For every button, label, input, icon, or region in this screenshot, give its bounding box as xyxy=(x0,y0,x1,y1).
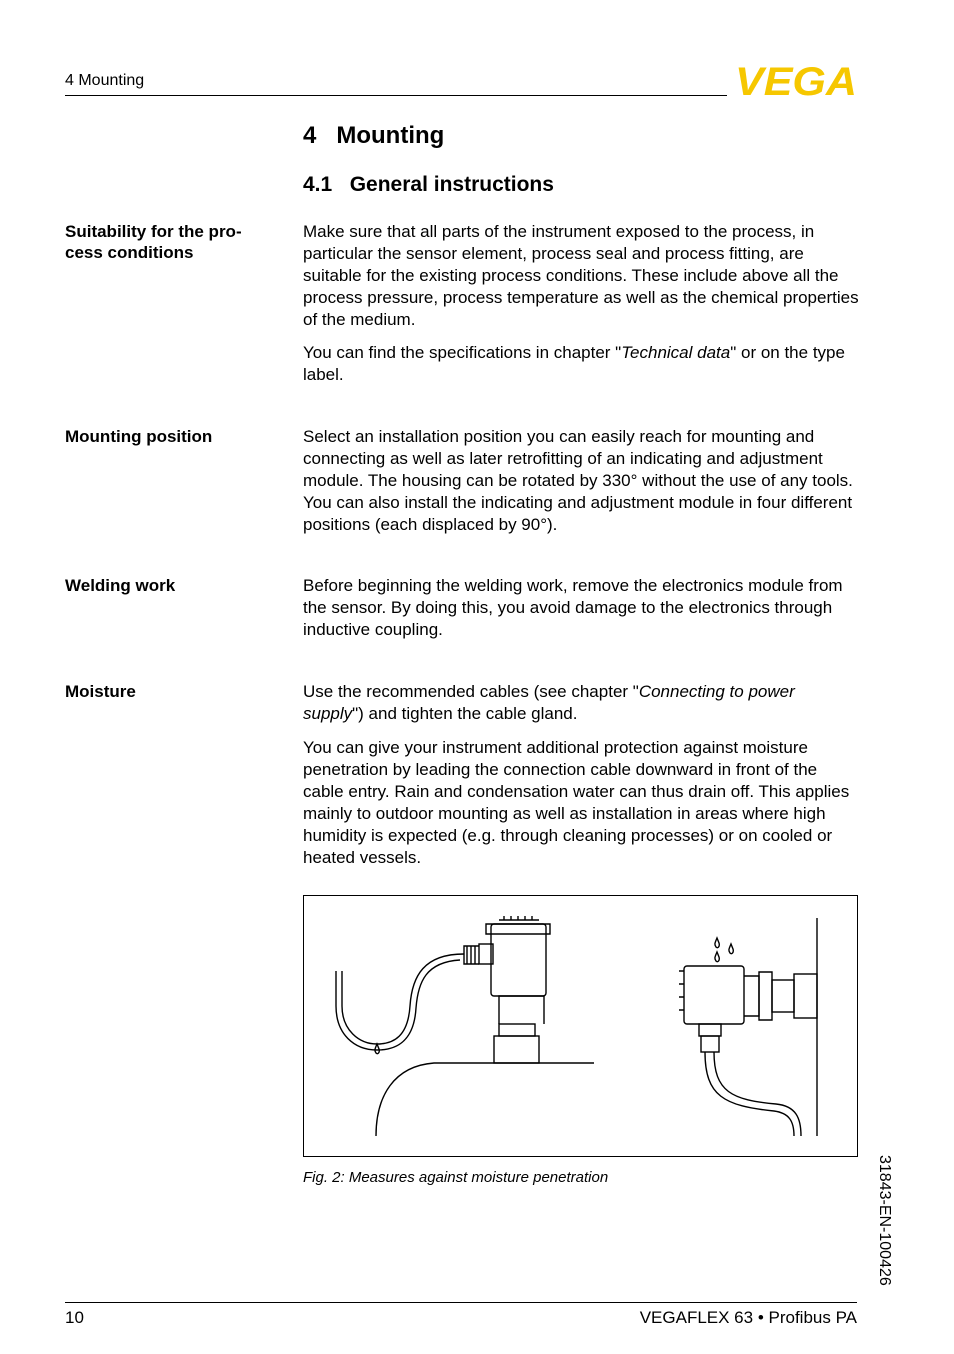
section-title: 4.1 General instructions xyxy=(303,173,554,196)
page-title: 4 Mounting xyxy=(303,122,445,149)
sensor-top-mounted-illustration xyxy=(336,916,594,1136)
side-label-mounting-position: Mounting position xyxy=(65,427,213,446)
side-label-moisture: Moisture xyxy=(65,682,136,701)
document-number: 31843-EN-100426 xyxy=(876,1155,893,1286)
side-label-welding: Welding work xyxy=(65,576,176,595)
vega-logo xyxy=(735,65,857,97)
paragraph-suitability-2: You can find the specifications in chapter "Technical data" or on the type label. xyxy=(303,343,845,384)
paragraph-suitability-1: Make sure that all parts of the instrument exposed to the process, in particular the sensor element, process seal and process fitting, are suitable for the existing process conditions. These include above all the process pressure, process temperature as well as the chemical properties of the medium. xyxy=(303,222,859,329)
paragraph-welding: Before beginning the welding work, remove the electronics module from the sensor. By doing this, you avoid damage to the electronics through inductive coupling. xyxy=(303,576,843,639)
paragraph-moisture-2: You can give your instrument additional protection against moisture penetration by leading the connection cable downward in front of the cable entry. Rain and condensation water can thus drain off. This applies mainly to outdoor mounting as well as installation in areas where high humidity is expected (e.g. through cleaning processes) or on cooled or heated vessels. xyxy=(303,738,850,867)
logo-text: VEGA xyxy=(735,65,857,97)
product-name: VEGAFLEX 63 • Profibus PA xyxy=(639,1308,857,1327)
side-label-suitability: Suitability for the pro- cess conditions xyxy=(65,222,242,262)
header-rule xyxy=(65,95,727,96)
figure-moisture xyxy=(303,895,858,1157)
paragraph-moisture-1: Use the recommended cables (see chapter "Connecting to power supply") and tighten the cable gland. xyxy=(303,682,795,723)
running-header: 4 Mounting xyxy=(65,72,145,89)
sensor-side-mounted-illustration xyxy=(679,918,817,1136)
figure-caption: Fig. 2: Measures against moisture penetration xyxy=(303,1169,609,1186)
page-number: 10 xyxy=(65,1308,84,1327)
paragraph-mounting-position: Select an installation position you can easily reach for mounting and connecting as well as later retrofitting of an indicating and adjustment module. The housing can be rotated by 330° without the use of any tools. You can also install the indicating and adjustment module in four different positions (each displaced by 90°). xyxy=(303,427,853,534)
footer-rule xyxy=(65,1302,857,1303)
